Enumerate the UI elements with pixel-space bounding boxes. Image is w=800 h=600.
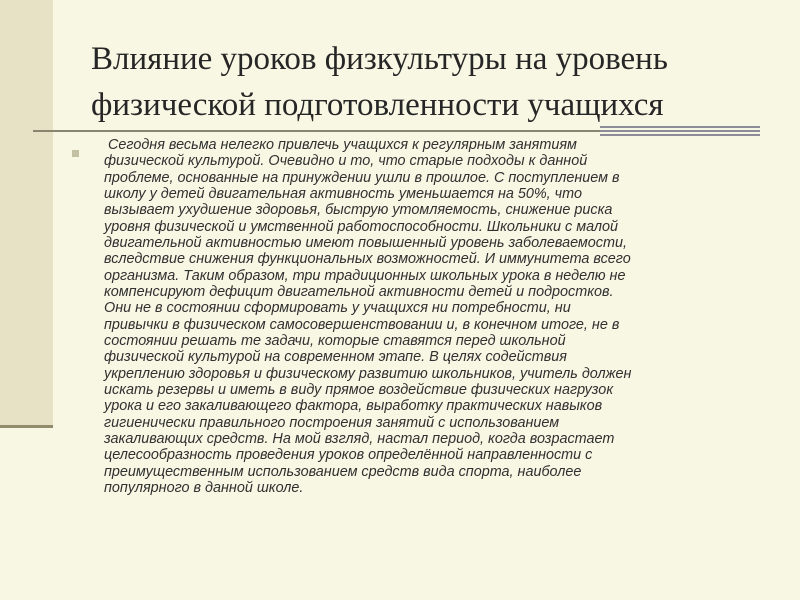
- title-divider-line: [33, 130, 600, 132]
- body-line: организма. Таким образом, три традиционных школьных урока в неделю не: [104, 267, 626, 284]
- body-line: преимущественным использованием средств вида спорта, наиболее: [104, 463, 582, 480]
- body-line: искать резервы и иметь в виду прямое воздействие физических нагрузок: [104, 381, 614, 398]
- body-line: вследствие снижения функциональных возможностей. И иммунитета всего: [104, 251, 631, 268]
- body-line: физической культурой на современном этапе. В целях содействия: [104, 349, 567, 366]
- divider-bar: [600, 134, 760, 136]
- body-line: двигательной активностью имеют повышенный уровень заболеваемости,: [104, 234, 627, 251]
- body-line: школу у детей двигательная активность уменьшается на 50%, что: [104, 185, 582, 202]
- left-band-bottom-edge: [0, 425, 53, 428]
- body-line: привычки в физическом самосовершенствовании и, в конечном итоге, не в: [104, 316, 620, 333]
- divider-bar: [600, 126, 760, 128]
- body-line: уровня физической и умственной работоспособности. Школьники с малой: [104, 218, 619, 235]
- body-line: физической культурой. Очевидно и то, что старые подходы к данной: [104, 153, 588, 170]
- body-line: проблеме, основанные на принуждении ушли в прошлое. С поступлением в: [104, 169, 620, 186]
- body-line: компенсируют дефицит двигательной активности детей и подростков.: [104, 283, 614, 300]
- left-decorative-band: [0, 0, 53, 427]
- body-line: гигиенически правильного построения занятий с использованием: [104, 414, 560, 431]
- title-line: физической подготовленности учащихся: [91, 87, 664, 123]
- divider-bar: [600, 130, 760, 132]
- body-line: урока и его закаливающего фактора, выработку практических навыков: [104, 398, 603, 415]
- square-bullet-icon: [72, 150, 79, 157]
- body-line: популярного в данной школе.: [104, 479, 304, 496]
- body-paragraph: [104, 137, 764, 496]
- slide-title: [91, 36, 771, 128]
- body-line: укреплению здоровья и физическому развитию школьников, учитель должен: [104, 365, 632, 382]
- title-line: Влияние уроков физкультуры на уровень: [91, 41, 668, 77]
- body-line: состоянии решать те задачи, которые ставятся перед школьной: [104, 332, 566, 349]
- body-line: Они не в состоянии сформировать у учащихся ни потребности, ни: [104, 300, 571, 317]
- body-line: закаливающих средств. На мой взгляд, настал период, когда возрастает: [104, 430, 615, 447]
- body-line: Сегодня весьма нелегко привлечь учащихся к регулярным занятиям: [108, 137, 577, 153]
- body-line: вызывает ухудшение здоровья, быструю утомляемость, снижение риска: [104, 202, 613, 219]
- body-line: целесообразность проведения уроков определённой направленности с: [104, 447, 593, 464]
